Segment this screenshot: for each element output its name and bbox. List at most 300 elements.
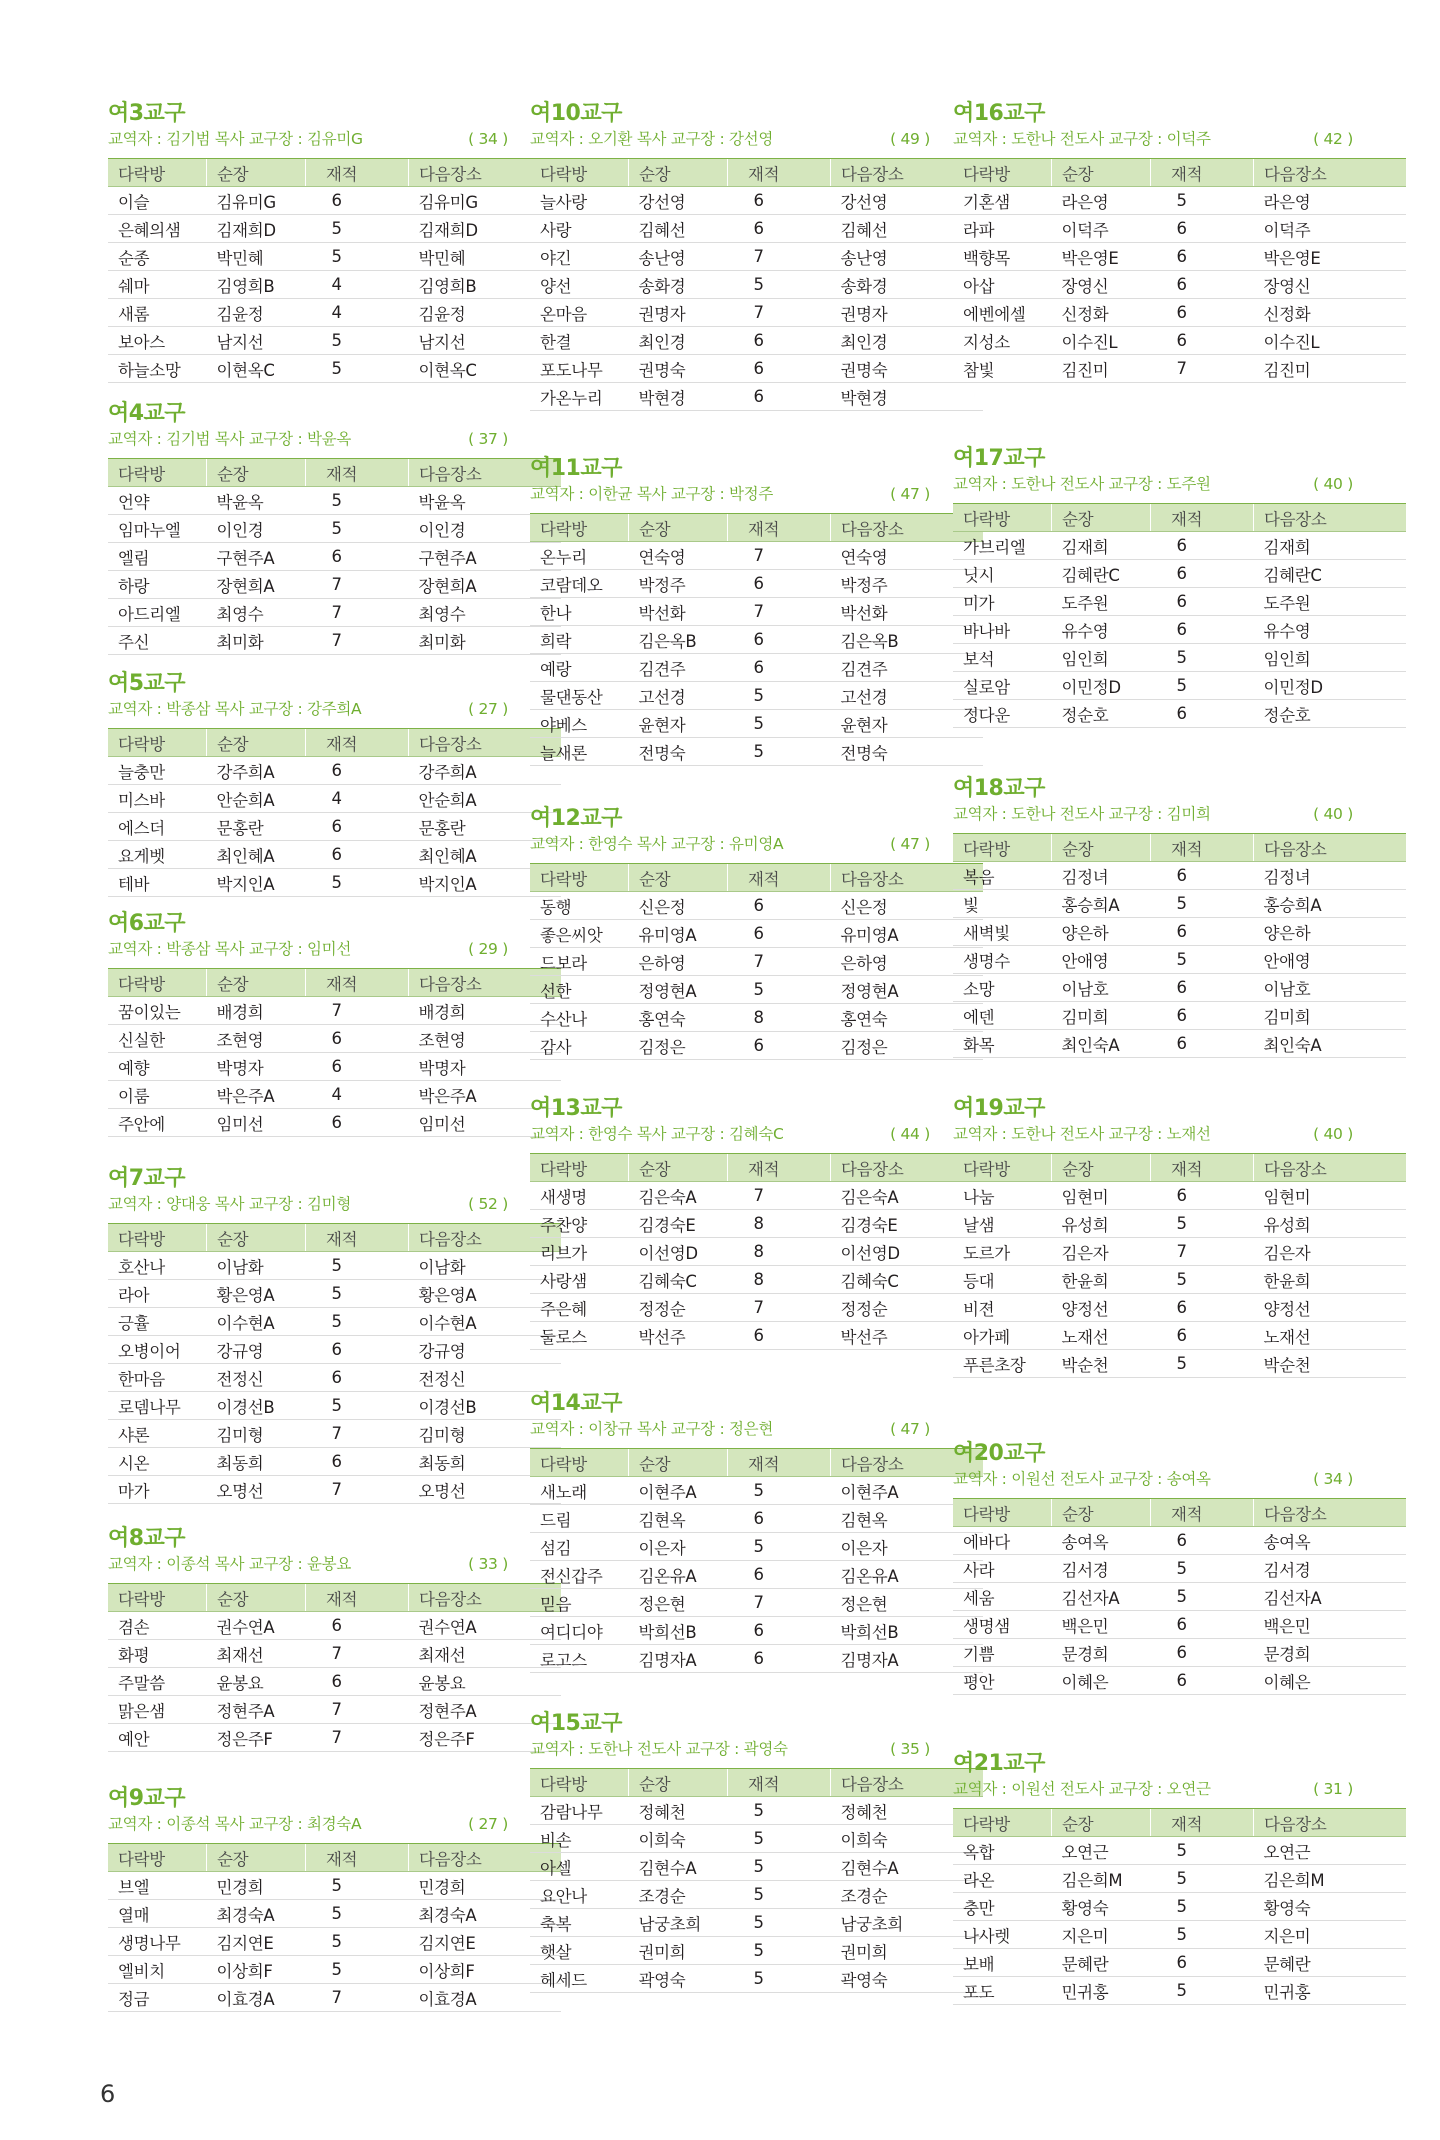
table-row [108,1640,561,1668]
table-cell: 축복 [530,1909,629,1937]
table-cell: 이수현A [409,1308,562,1336]
table-cell: 배경희 [207,997,306,1025]
table-cell: 윤현자 [629,710,728,738]
table-cell: 정현주A [409,1696,562,1724]
table-row [108,1956,561,1984]
column-header: 재적 [306,969,409,997]
table-cell: 정은현 [831,1589,984,1617]
table-row [530,570,983,598]
table-row [530,327,983,355]
table-row [530,1589,983,1617]
table-cell: 강주희A [207,757,306,785]
table-cell: 김재희D [409,215,562,243]
column-header: 다음장소 [831,159,984,187]
district-table [953,1498,1406,1695]
table-cell: 백은민 [1254,1611,1407,1639]
table-cell: 박선화 [831,598,984,626]
column-header: 순장 [629,1449,728,1477]
district-info [108,428,508,450]
table-cell: 5 [1151,1555,1254,1583]
table-cell: 안순희A [207,785,306,813]
column-header: 다음장소 [409,729,562,757]
table-row [953,1030,1406,1058]
column-header: 다락방 [108,459,207,487]
table-cell: 민경희 [207,1872,306,1900]
column-header: 다락방 [530,514,629,542]
table-cell: 김지연E [409,1928,562,1956]
table-row [953,1977,1406,2005]
table-cell: 이현옥C [409,355,562,383]
table-cell: 6 [728,187,831,215]
column-header: 다락방 [108,729,207,757]
table-cell: 6 [306,841,409,869]
table-cell: 문홍란 [409,813,562,841]
table-cell: 오명선 [409,1476,562,1504]
district-block [953,1750,1353,2005]
table-cell: 김은자 [1052,1238,1151,1266]
table-cell: 예랑 [530,654,629,682]
district-info [530,483,930,505]
table-cell: 5 [1151,1266,1254,1294]
district-table [953,833,1406,1058]
district-block [108,670,508,897]
table-cell: 5 [728,1533,831,1561]
table-cell: 6 [306,1448,409,1476]
table-cell: 박민혜 [207,243,306,271]
table-cell: 최인경 [831,327,984,355]
table-cell: 둘로스 [530,1322,629,1350]
table-cell: 리브가 [530,1238,629,1266]
table-cell: 박현경 [831,383,984,411]
table-row [108,1280,561,1308]
table-cell: 곽영숙 [831,1965,984,1993]
table-cell: 희락 [530,626,629,654]
table-cell: 전명숙 [831,738,984,766]
table-cell: 6 [1151,1667,1254,1695]
column-header: 재적 [306,1584,409,1612]
table-cell: 7 [306,1640,409,1668]
table-row [530,682,983,710]
table-cell: 5 [306,515,409,543]
column-header: 다음장소 [1254,1154,1407,1182]
table-cell: 생명나무 [108,1928,207,1956]
table-cell: 임마누엘 [108,515,207,543]
district-block [530,455,930,766]
table-header-row [953,504,1406,532]
table-header-row [953,834,1406,862]
table-cell: 김은자 [1254,1238,1407,1266]
district-table [108,158,561,383]
column-header: 순장 [207,1844,306,1872]
table-cell: 연숙영 [831,542,984,570]
table-cell: 송화경 [831,271,984,299]
column-header: 다음장소 [831,1769,984,1797]
table-cell: 김서경 [1254,1555,1407,1583]
table-cell: 소망 [953,974,1052,1002]
table-header-row [953,159,1406,187]
district-block [953,1095,1353,1378]
table-cell: 드림 [530,1505,629,1533]
table-row [530,1797,983,1825]
table-cell: 5 [728,1825,831,1853]
table-cell: 6 [306,1336,409,1364]
table-cell: 5 [1151,644,1254,672]
table-row [108,1053,561,1081]
table-cell: 오병이어 [108,1336,207,1364]
district-leaders: 교역자 : 이창규 목사 교구장 : 정은현 [530,1420,774,1438]
table-cell: 홍연숙 [831,1004,984,1032]
district-table [530,863,983,1060]
table-cell: 박현경 [629,383,728,411]
table-cell: 6 [1151,700,1254,728]
table-cell: 5 [1151,187,1254,215]
table-cell: 6 [728,570,831,598]
table-cell: 권명숙 [629,355,728,383]
district-info [953,1778,1353,1800]
district-title: 여3교구 [108,101,186,126]
district-count: ( 40 ) [1313,475,1353,493]
district-info [108,938,508,960]
table-cell: 최영수 [409,599,562,627]
table-row [530,1909,983,1937]
column-header: 다음장소 [409,1844,562,1872]
table-cell: 사랑샘 [530,1266,629,1294]
table-cell: 6 [1151,918,1254,946]
table-cell: 박은주A [409,1081,562,1109]
table-cell: 7 [728,1182,831,1210]
table-cell: 이효경A [207,1984,306,2012]
table-cell: 이남호 [1254,974,1407,1002]
column-header: 재적 [728,514,831,542]
table-cell: 문경희 [1052,1639,1151,1667]
district-info [953,1468,1353,1490]
table-cell: 이남호 [1052,974,1151,1002]
table-row [530,215,983,243]
table-cell: 민귀홍 [1052,1977,1151,2005]
table-cell: 주말씀 [108,1668,207,1696]
column-header: 다락방 [953,1809,1052,1837]
table-cell: 박선주 [831,1322,984,1350]
table-cell: 로뎀나무 [108,1392,207,1420]
table-cell: 동행 [530,892,629,920]
table-row [953,918,1406,946]
column-header: 다락방 [108,969,207,997]
table-cell: 6 [306,1053,409,1081]
table-cell: 신정화 [1052,299,1151,327]
table-cell: 정정순 [831,1294,984,1322]
table-header-row [953,1499,1406,1527]
table-cell: 7 [728,243,831,271]
table-row [108,1984,561,2012]
table-cell: 이덕주 [1254,215,1407,243]
table-cell: 전정신 [207,1364,306,1392]
table-row [108,1336,561,1364]
table-row [530,1210,983,1238]
table-cell: 김영희B [207,271,306,299]
table-cell: 한마음 [108,1364,207,1392]
table-cell: 좋은씨앗 [530,920,629,948]
table-cell: 송난영 [831,243,984,271]
table-cell: 사랑 [530,215,629,243]
table-cell: 비손 [530,1825,629,1853]
table-cell: 날샘 [953,1210,1052,1238]
table-row [530,626,983,654]
table-cell: 김윤정 [409,299,562,327]
table-cell: 민경희 [409,1872,562,1900]
table-cell: 5 [728,1909,831,1937]
table-cell: 꿈이있는 [108,997,207,1025]
table-cell: 샤론 [108,1420,207,1448]
table-cell: 6 [1151,616,1254,644]
district-leaders: 교역자 : 이원선 전도사 교구장 : 송여옥 [953,1470,1211,1488]
table-cell: 최경숙A [207,1900,306,1928]
table-cell: 6 [1151,1294,1254,1322]
table-cell: 송여옥 [1052,1527,1151,1555]
table-cell: 5 [306,1900,409,1928]
district-leaders: 교역자 : 김기범 목사 교구장 : 박윤옥 [108,430,352,448]
table-cell: 아셀 [530,1853,629,1881]
table-cell: 정금 [108,1984,207,2012]
table-cell: 테바 [108,869,207,897]
table-row [530,542,983,570]
table-cell: 주찬양 [530,1210,629,1238]
district-count: ( 27 ) [468,1815,508,1833]
table-row [530,738,983,766]
column-header: 순장 [1052,504,1151,532]
table-cell: 드보라 [530,948,629,976]
table-row [108,869,561,897]
table-cell: 남궁초희 [831,1909,984,1937]
district-block [530,805,930,1060]
table-cell: 7 [728,598,831,626]
table-cell: 정은주F [207,1724,306,1752]
table-cell: 박윤옥 [409,487,562,515]
table-cell: 권미희 [629,1937,728,1965]
table-row [953,1921,1406,1949]
table-cell: 배경희 [409,997,562,1025]
table-cell: 7 [306,1476,409,1504]
table-cell: 이은자 [831,1533,984,1561]
district-title: 여15교구 [530,1711,622,1736]
table-header-row [530,864,983,892]
table-cell: 김은숙A [831,1182,984,1210]
table-cell: 5 [1151,1583,1254,1611]
column-header: 다락방 [530,1769,629,1797]
table-cell: 신정화 [1254,299,1407,327]
table-header-row [530,1449,983,1477]
table-row [530,1505,983,1533]
table-cell: 박정주 [831,570,984,598]
table-cell: 지은미 [1052,1921,1151,1949]
table-cell: 이상희F [409,1956,562,1984]
table-cell: 6 [728,920,831,948]
table-cell: 옥합 [953,1837,1052,1865]
table-cell: 문혜란 [1254,1949,1407,1977]
table-row [530,1645,983,1673]
table-cell: 긍휼 [108,1308,207,1336]
table-cell: 7 [306,627,409,655]
district-count: ( 31 ) [1313,1780,1353,1798]
table-cell: 김온유A [831,1561,984,1589]
table-cell: 라은영 [1254,187,1407,215]
table-cell: 등대 [953,1266,1052,1294]
table-cell: 닛시 [953,560,1052,588]
table-cell: 박명자 [409,1053,562,1081]
table-row [530,271,983,299]
table-cell: 5 [1151,946,1254,974]
column-header: 순장 [207,729,306,757]
table-cell: 마가 [108,1476,207,1504]
table-cell: 최미화 [409,627,562,655]
table-row [953,532,1406,560]
table-cell: 믿음 [530,1589,629,1617]
district-count: ( 34 ) [1313,1470,1353,1488]
table-cell: 야베스 [530,710,629,738]
table-cell: 이인경 [409,515,562,543]
table-row [530,948,983,976]
table-cell: 5 [306,215,409,243]
district-leaders: 교역자 : 한영수 목사 교구장 : 김혜숙C [530,1125,784,1143]
table-cell: 이혜은 [1254,1667,1407,1695]
table-cell: 전신갑주 [530,1561,629,1589]
table-cell: 황은영A [207,1280,306,1308]
table-cell: 은하영 [831,948,984,976]
table-cell: 한윤희 [1254,1266,1407,1294]
table-cell: 나사렛 [953,1921,1052,1949]
table-cell: 최인숙A [1254,1030,1407,1058]
column-header: 재적 [306,1224,409,1252]
table-cell: 홍연숙 [629,1004,728,1032]
table-cell: 김영희B [409,271,562,299]
column-header: 순장 [1052,1499,1151,1527]
column-header: 다락방 [530,159,629,187]
table-cell: 강선영 [629,187,728,215]
column-header: 다음장소 [1254,504,1407,532]
district-table [108,1843,561,2012]
table-row [530,1853,983,1881]
table-cell: 최인혜A [409,841,562,869]
table-cell: 이남화 [409,1252,562,1280]
column-header: 다락방 [953,1154,1052,1182]
table-cell: 6 [306,813,409,841]
district-count: ( 47 ) [890,485,930,503]
table-cell: 6 [1151,1002,1254,1030]
district-leaders: 교역자 : 양대웅 목사 교구장 : 김미형 [108,1195,352,1213]
table-cell: 8 [728,1004,831,1032]
table-cell: 홍승희A [1052,890,1151,918]
table-cell: 이효경A [409,1984,562,2012]
table-cell: 겸손 [108,1612,207,1640]
table-cell: 5 [306,1928,409,1956]
district-info [108,128,508,150]
table-cell: 박정주 [629,570,728,598]
table-cell: 5 [306,327,409,355]
table-cell: 양은하 [1052,918,1151,946]
table-cell: 6 [306,1612,409,1640]
table-cell: 김재희D [207,215,306,243]
table-cell: 김진미 [1254,355,1407,383]
table-cell: 최인혜A [207,841,306,869]
column-header: 순장 [207,1224,306,1252]
table-cell: 김은옥B [831,626,984,654]
table-cell: 김현수A [831,1853,984,1881]
table-cell: 최인경 [629,327,728,355]
table-cell: 이경선B [207,1392,306,1420]
table-row [530,1881,983,1909]
table-row [108,785,561,813]
table-cell: 5 [306,869,409,897]
table-cell: 강규영 [409,1336,562,1364]
district-block [953,445,1353,728]
table-cell: 최경숙A [409,1900,562,1928]
table-cell: 6 [728,215,831,243]
table-row [108,1724,561,1752]
table-cell: 이혜은 [1052,1667,1151,1695]
table-cell: 박순천 [1052,1350,1151,1378]
table-cell: 강선영 [831,187,984,215]
table-row [108,757,561,785]
table-row [530,1561,983,1589]
table-cell: 요게벳 [108,841,207,869]
table-row [108,215,561,243]
table-cell: 열매 [108,1900,207,1928]
table-cell: 신은정 [629,892,728,920]
column-header: 재적 [728,159,831,187]
table-cell: 박윤옥 [207,487,306,515]
table-row [108,1392,561,1420]
table-cell: 김정녀 [1052,862,1151,890]
table-cell: 최재선 [207,1640,306,1668]
district-table [108,728,561,897]
table-row [953,1266,1406,1294]
table-cell: 이덕주 [1052,215,1151,243]
table-cell: 예향 [108,1053,207,1081]
table-cell: 6 [728,654,831,682]
table-cell: 6 [306,1109,409,1137]
table-cell: 송화경 [629,271,728,299]
table-row [953,1527,1406,1555]
table-cell: 김유미G [409,187,562,215]
district-title: 여12교구 [530,806,622,831]
table-cell: 권명자 [831,299,984,327]
column-header: 다음장소 [1254,834,1407,862]
column-header: 재적 [728,1154,831,1182]
table-row [953,1555,1406,1583]
table-cell: 주신 [108,627,207,655]
table-cell: 6 [1151,1639,1254,1667]
table-cell: 6 [728,626,831,654]
column-header: 재적 [1151,1154,1254,1182]
column-header: 순장 [207,1584,306,1612]
table-cell: 여디디야 [530,1617,629,1645]
table-row [530,1266,983,1294]
table-cell: 지성소 [953,327,1052,355]
table-cell: 박지인A [207,869,306,897]
column-header: 다음장소 [831,514,984,542]
table-cell: 유수영 [1254,616,1407,644]
table-cell: 이선영D [831,1238,984,1266]
table-row [953,1949,1406,1977]
district-info [530,833,930,855]
table-row [108,1696,561,1724]
table-cell: 세움 [953,1583,1052,1611]
district-count: ( 42 ) [1313,130,1353,148]
table-row [108,355,561,383]
district-count: ( 47 ) [890,835,930,853]
table-cell: 7 [728,948,831,976]
table-cell: 5 [1151,890,1254,918]
table-cell: 남궁초희 [629,1909,728,1937]
